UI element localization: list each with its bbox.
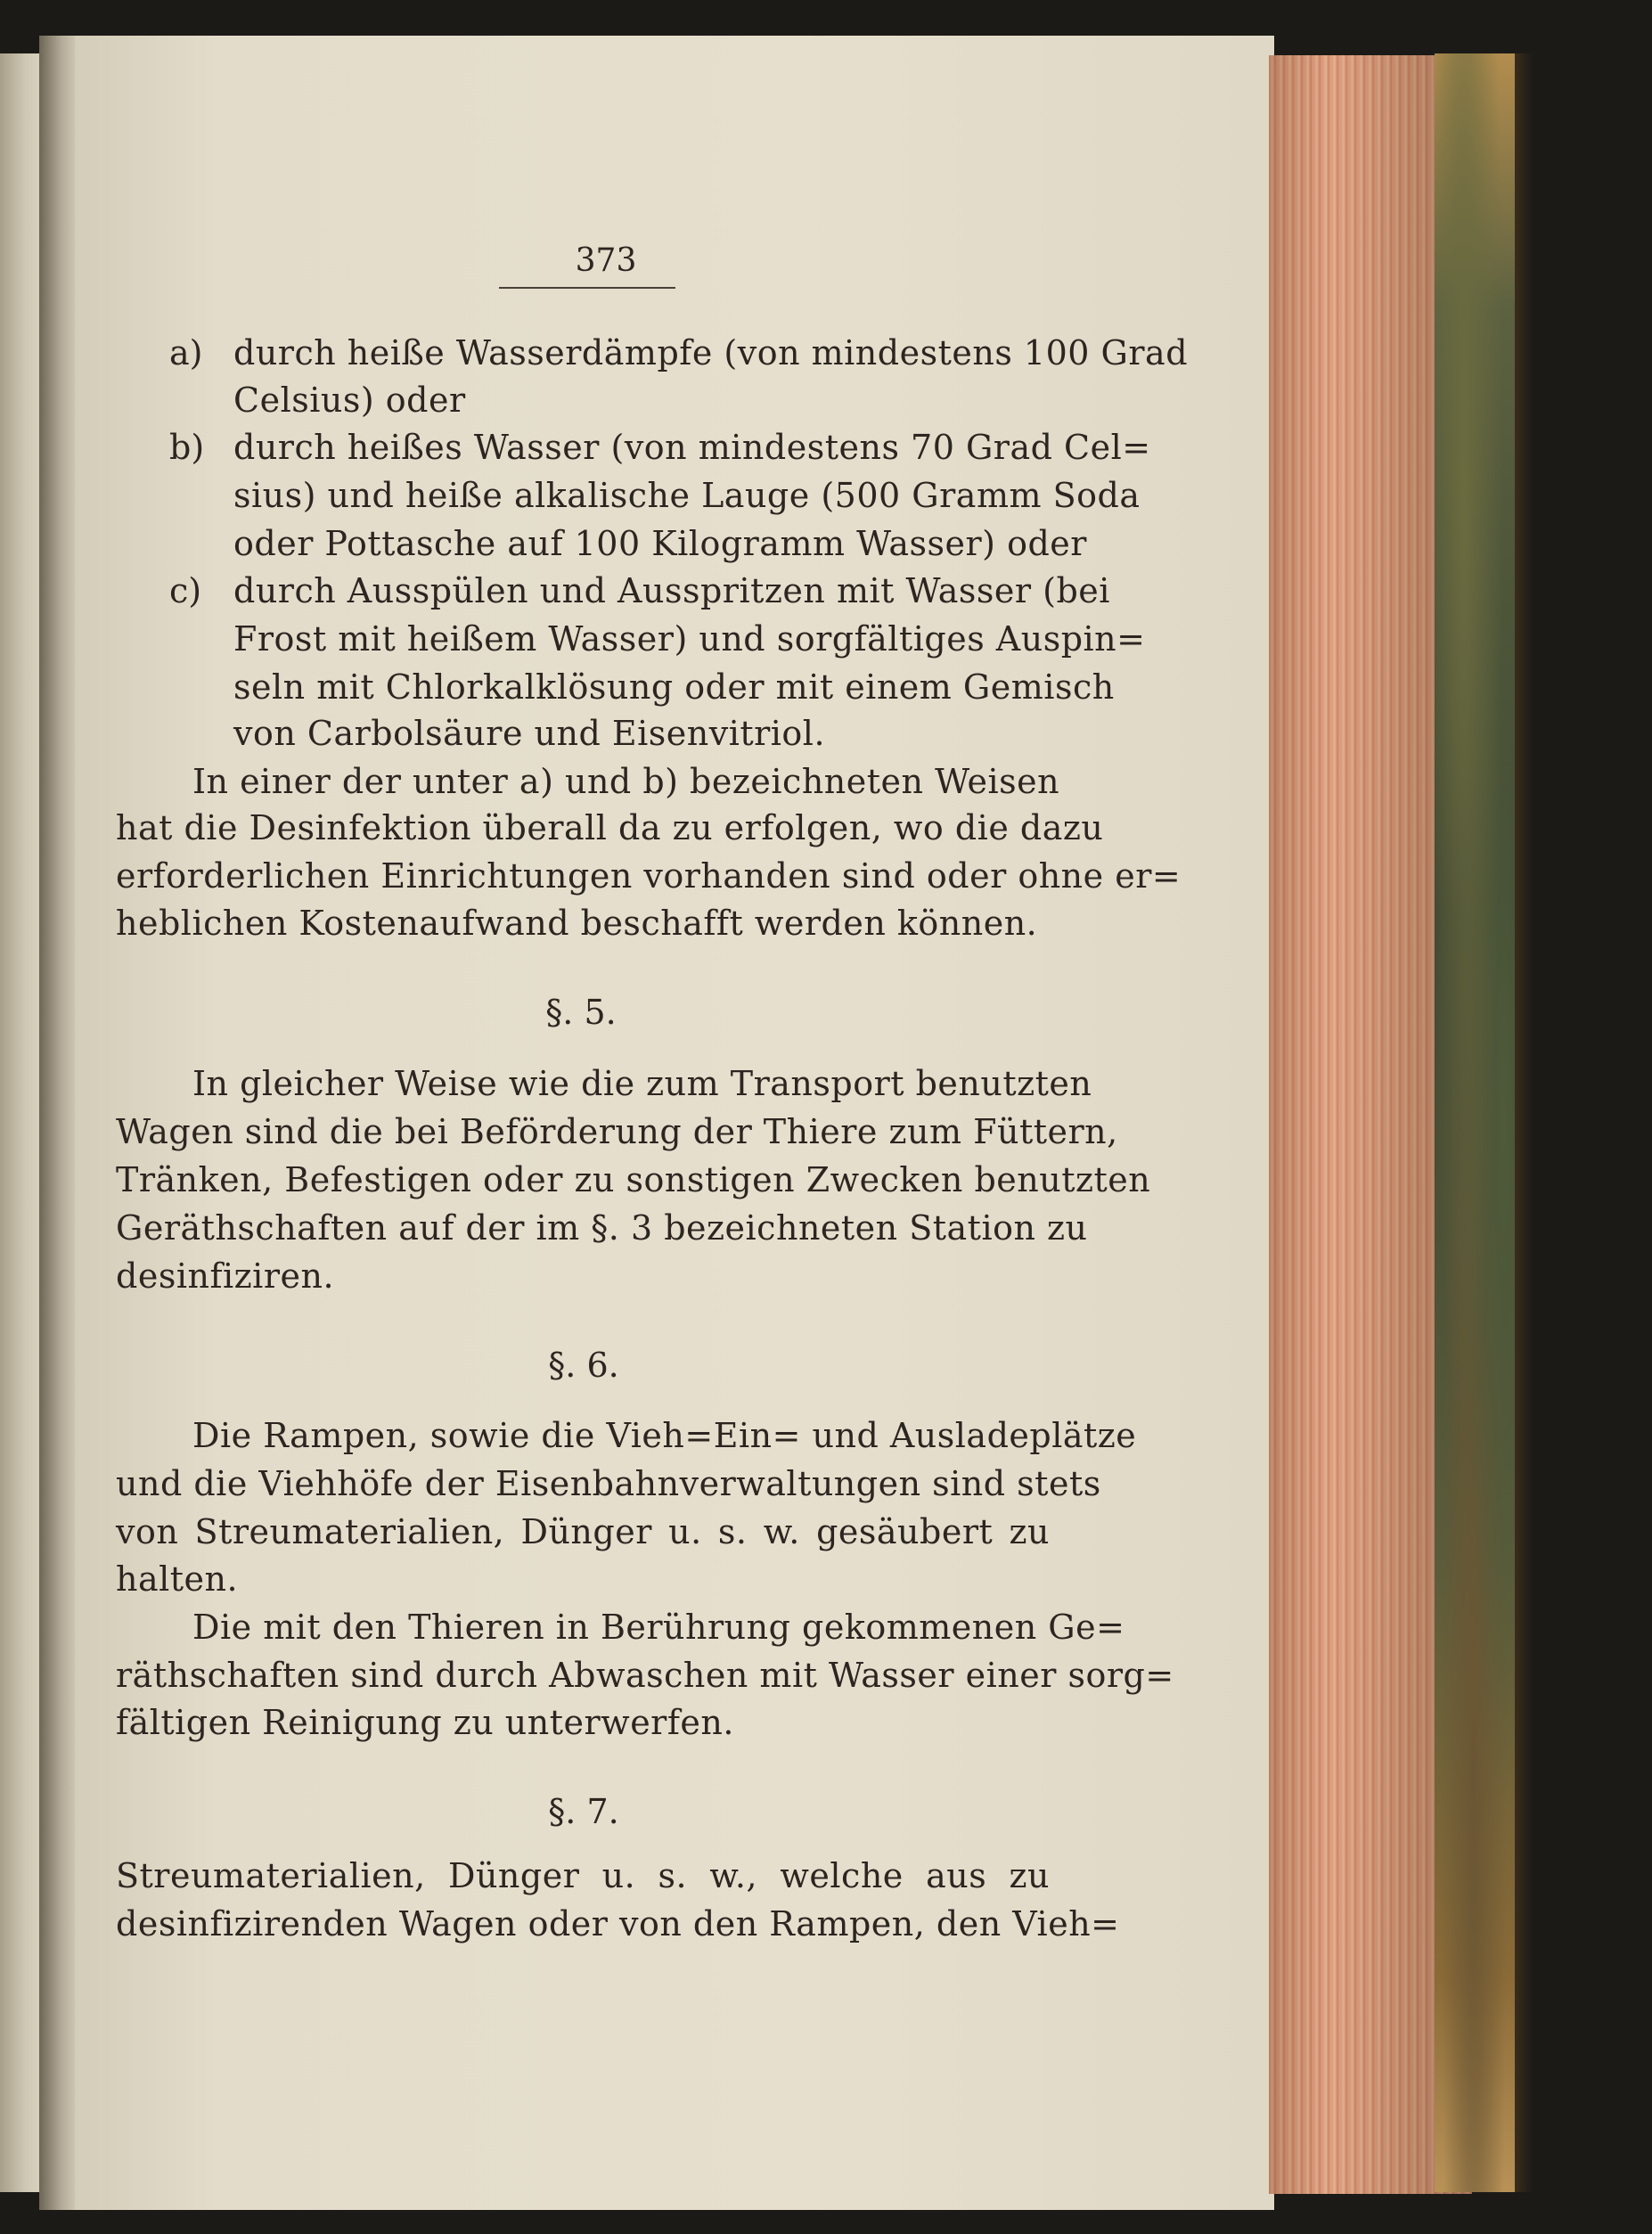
- item-c-line-2: Frost mit heißem Wasser) und sorgfältiges Auspin=: [233, 619, 1146, 659]
- section-6-heading: §. 6.: [548, 1346, 619, 1385]
- para1-line-3: erforderlichen Einrichtungen vorhanden sind oder ohne er=: [116, 856, 1182, 896]
- section-6-para1-line-1: Die Rampen, sowie die Vieh=Ein= und Ausladeplätze: [192, 1416, 1137, 1455]
- section-7-line-2: desinfizirenden Wagen oder von den Rampen, den Vieh=: [116, 1904, 1120, 1943]
- section-5-line-5: desinfiziren.: [116, 1256, 335, 1296]
- section-7-heading: §. 7.: [548, 1792, 619, 1831]
- item-a-line-1: durch heiße Wasserdämpfe (von mindestens 100 Grad: [233, 333, 1189, 372]
- list-marker-b: b): [169, 428, 205, 467]
- list-marker-c: c): [169, 571, 202, 610]
- section-6-para2-line-3: fältigen Reinigung zu unterwerfen.: [116, 1703, 734, 1742]
- section-6-para1-line-2: und die Viehhöfe der Eisenbahnverwaltungen sind stets: [116, 1464, 1101, 1503]
- section-6-para1-line-4: halten.: [116, 1559, 239, 1599]
- item-c-line-1: durch Ausspülen und Ausspritzen mit Wasser (bei: [233, 571, 1110, 610]
- item-b-line-1: durch heißes Wasser (von mindestens 70 Grad Cel=: [233, 428, 1151, 467]
- list-marker-a: a): [169, 333, 203, 372]
- section-5-line-2: Wagen sind die bei Beförderung der Thiere zum Füttern,: [116, 1112, 1118, 1151]
- item-b-line-2: sius) und heiße alkalische Lauge (500 Gramm Soda: [233, 476, 1141, 515]
- page-number: 373: [575, 242, 637, 279]
- para1-line-4: heblichen Kostenaufwand beschafft werden können.: [116, 904, 1038, 943]
- item-b-line-3: oder Pottasche auf 100 Kilogramm Wasser) oder: [233, 524, 1087, 563]
- section-6-para1-line-3: von Streumaterialien, Dünger u. s. w. gesäubert zu: [116, 1512, 1050, 1551]
- para1-line-2: hat die Desinfektion überall da zu erfolgen, wo die dazu: [116, 808, 1104, 847]
- section-7-line-1: Streumaterialien, Dünger u. s. w., welche aus zu: [116, 1856, 1050, 1895]
- section-6-para2-line-1: Die mit den Thieren in Berührung gekommenen Ge=: [192, 1608, 1125, 1647]
- item-c-line-3: seln mit Chlorkalklösung oder mit einem Gemisch: [233, 667, 1115, 707]
- section-5-heading: §. 5.: [545, 993, 617, 1032]
- section-6-para2-line-2: räthschaften sind durch Abwaschen mit Wasser einer sorg=: [116, 1656, 1174, 1695]
- header-rule: [499, 287, 675, 289]
- section-5-line-4: Geräthschaften auf der im §. 3 bezeichneten Station zu: [116, 1208, 1088, 1248]
- item-c-line-4: von Carbolsäure und Eisenvitriol.: [233, 714, 826, 753]
- item-a-line-2: Celsius) oder: [233, 381, 466, 420]
- section-5-line-1: In gleicher Weise wie die zum Transport benutzten: [192, 1064, 1092, 1103]
- para1-line-1: In einer der unter a) und b) bezeichneten Weisen: [192, 762, 1060, 801]
- section-5-line-3: Tränken, Befestigen oder zu sonstigen Zwecken benutzten: [116, 1160, 1151, 1199]
